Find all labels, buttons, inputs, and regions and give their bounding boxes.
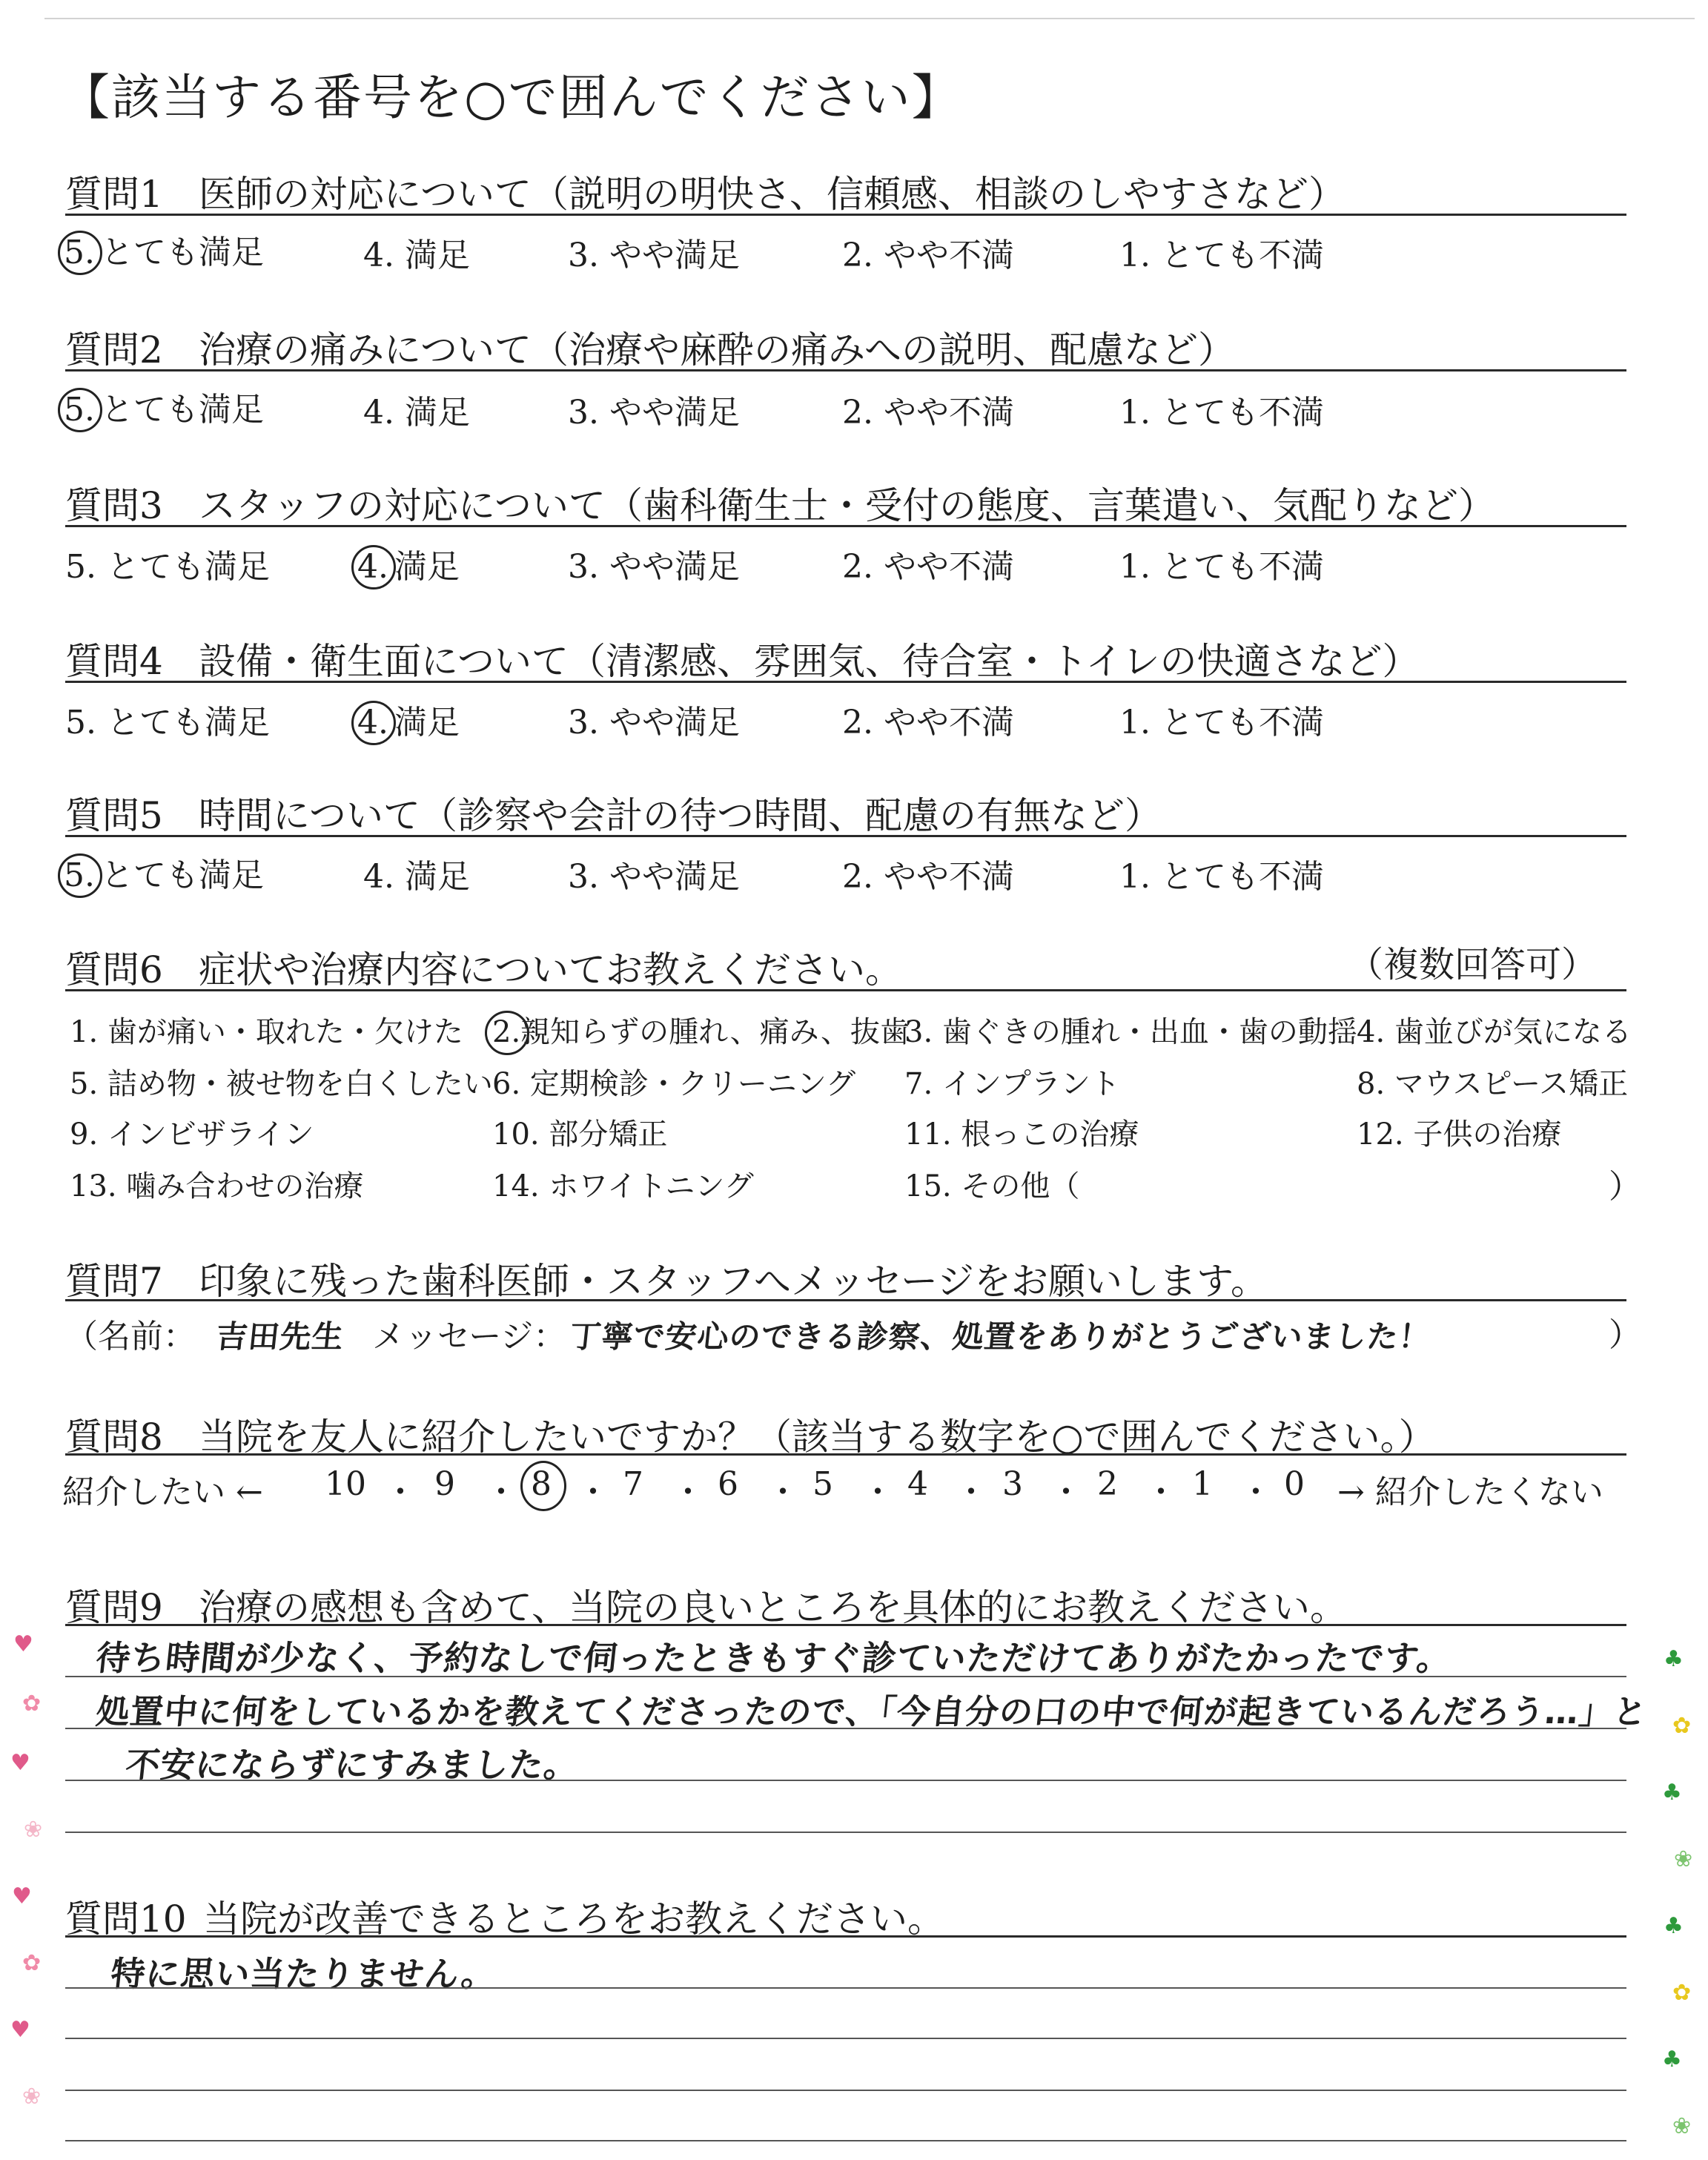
option-4-selected[interactable]: 4. 満足 xyxy=(357,548,460,586)
q9-answer-line-3[interactable]: 不安にならずにすみました。 xyxy=(123,1745,581,1785)
writing-line xyxy=(65,2090,1626,2091)
option-2[interactable]: 2. やや不満 xyxy=(842,237,1014,274)
option-3[interactable]: 3. やや満足 xyxy=(568,704,740,742)
scale-sep: ・ xyxy=(672,1473,704,1511)
option-4-selected[interactable]: 4. 満足 xyxy=(357,704,460,742)
left-sticker-decoration: ♥ ✿ ♥ ❀ ♥ ✿ ♥ ❀ xyxy=(10,1631,43,2110)
writing-line xyxy=(65,1728,1626,1729)
scale-sep: ・ xyxy=(861,1473,894,1511)
option-3[interactable]: 3. やや満足 xyxy=(568,394,740,432)
question-text: 設備・衛生面について（清潔感、雰囲気、待合室・トイレの快適さなど） xyxy=(199,640,1420,683)
question-number: 質問2 xyxy=(65,328,163,371)
scale-7[interactable]: 7 xyxy=(623,1465,643,1503)
scale-1[interactable]: 1 xyxy=(1192,1465,1213,1503)
question-number: 質問1 xyxy=(65,173,163,216)
option-2[interactable]: 2. やや不満 xyxy=(842,394,1014,432)
option-5-selected[interactable]: 5. とても満足 xyxy=(64,856,264,894)
scale-right-label: → 紹介したくない xyxy=(1337,1473,1603,1511)
question-3-title xyxy=(65,476,1495,529)
question-text: 当院を友人に紹介したいですか？（該当する数字を○で囲んでください。） xyxy=(199,1416,1436,1459)
scale-sep: ・ xyxy=(955,1473,987,1511)
option-2[interactable]: 2. やや不満 xyxy=(842,858,1014,896)
question-text: 時間について（診察や会計の待つ時間、配慮の有無など） xyxy=(199,794,1162,837)
message-label: メッセージ： xyxy=(372,1318,566,1355)
symptom-option-6[interactable]: 6. 定期検診・クリーニング xyxy=(492,1067,856,1101)
symptom-option-13[interactable]: 13. 噛み合わせの治療 xyxy=(70,1169,364,1203)
question-2-title xyxy=(65,320,1235,374)
question-text: スタッフの対応について（歯科衛生士・受付の態度、言葉遣い、気配りなど） xyxy=(199,484,1495,527)
question-number: 質問8 xyxy=(65,1416,163,1459)
scale-5[interactable]: 5 xyxy=(812,1465,833,1503)
option-4[interactable]: 4. 満足 xyxy=(363,394,470,432)
option-2[interactable]: 2. やや不満 xyxy=(842,548,1014,586)
question-text: 治療の感想も含めて、当院の良いところを具体的にお教えください。 xyxy=(199,1586,1347,1629)
name-label: （名前： xyxy=(65,1318,196,1355)
symptom-option-3[interactable]: 3. 歯ぐきの腫れ・出血・歯の動揺 xyxy=(904,1015,1357,1049)
question-number: 質問5 xyxy=(65,794,163,837)
question-underline xyxy=(65,214,1626,216)
option-5-selected[interactable]: 5. とても満足 xyxy=(64,391,264,429)
other-closing-paren: ） xyxy=(1609,1168,1641,1206)
symptom-option-10[interactable]: 10. 部分矯正 xyxy=(492,1117,668,1152)
scale-4[interactable]: 4 xyxy=(907,1465,928,1503)
question-underline xyxy=(65,681,1626,683)
scale-left-label: 紹介したい ← xyxy=(62,1473,263,1511)
question-number: 質問10 xyxy=(65,1898,187,1941)
question-underline xyxy=(65,369,1626,371)
option-1[interactable]: 1. とても不満 xyxy=(1119,394,1324,432)
option-5[interactable]: 5. とても満足 xyxy=(65,548,270,586)
name-value[interactable]: 吉田先生 xyxy=(214,1318,346,1355)
symptom-option-11[interactable]: 11. 根っこの治療 xyxy=(904,1117,1139,1152)
q9-answer-line-1[interactable]: 待ち時間が少なく、予約なしで伺ったときもすぐ診ていただけてありがたかったです。 xyxy=(93,1638,1454,1678)
option-3[interactable]: 3. やや満足 xyxy=(568,548,740,586)
q10-answer-line-1[interactable]: 特に思い当たりません。 xyxy=(108,1954,499,1994)
question-5-title xyxy=(65,786,1162,839)
option-3[interactable]: 3. やや満足 xyxy=(568,858,740,896)
scale-10[interactable]: 10 xyxy=(325,1465,366,1503)
writing-line xyxy=(65,2038,1626,2039)
writing-line xyxy=(65,1780,1626,1781)
question-number: 質問4 xyxy=(65,640,163,683)
scale-6[interactable]: 6 xyxy=(718,1465,738,1503)
writing-line xyxy=(65,1676,1626,1677)
option-4[interactable]: 4. 満足 xyxy=(363,237,470,274)
question-1-title xyxy=(65,165,1345,218)
scale-sep: ・ xyxy=(1239,1473,1272,1511)
question-underline xyxy=(65,525,1626,527)
option-5-selected[interactable]: 5. とても満足 xyxy=(64,234,264,271)
question-text: 症状や治療内容についてお教えください。 xyxy=(199,948,902,991)
symptom-option-12[interactable]: 12. 子供の治療 xyxy=(1357,1117,1562,1152)
question-text: 当院が改善できるところをお教えください。 xyxy=(203,1898,944,1941)
option-1[interactable]: 1. とても不満 xyxy=(1119,237,1324,274)
message-row xyxy=(65,1309,1431,1357)
question-number: 質問7 xyxy=(65,1260,163,1303)
scale-8-selected[interactable]: 8 xyxy=(531,1465,552,1503)
symptom-option-15[interactable]: 15. その他（ xyxy=(904,1169,1080,1203)
question-number: 質問3 xyxy=(65,484,163,527)
top-border xyxy=(44,18,1695,19)
scale-sep: ・ xyxy=(384,1473,417,1511)
option-4[interactable]: 4. 満足 xyxy=(363,858,470,896)
scale-sep: ・ xyxy=(577,1473,609,1511)
option-1[interactable]: 1. とても不満 xyxy=(1119,858,1324,896)
symptom-option-7[interactable]: 7. インプラント xyxy=(904,1067,1120,1101)
symptom-option-2-selected[interactable]: 2.親知らずの腫れ、痛み、抜歯 xyxy=(492,1015,910,1049)
symptom-option-4[interactable]: 4. 歯並びが気になる xyxy=(1357,1015,1632,1049)
question-number: 質問9 xyxy=(65,1586,163,1629)
question-underline xyxy=(65,989,1626,991)
q9-answer-line-2[interactable]: 処置中に何をしているかを教えてくださったので、「今自分の口の中で何が起きているんだろう…」と xyxy=(93,1692,1649,1731)
scale-sep: ・ xyxy=(767,1473,799,1511)
multiple-answers-note: （複数回答可） xyxy=(1347,944,1597,985)
option-1[interactable]: 1. とても不満 xyxy=(1119,548,1324,586)
right-sticker-decoration: ♣ ✿ ♣ ❀ ♣ ✿ ♣ ❀ xyxy=(1662,1646,1693,2139)
question-6-title xyxy=(65,940,902,994)
question-underline xyxy=(65,1299,1626,1301)
symptom-option-14[interactable]: 14. ホワイトニング xyxy=(492,1169,754,1203)
question-7-title xyxy=(65,1252,1268,1305)
question-underline xyxy=(65,835,1626,837)
symptom-option-8[interactable]: 8. マウスピース矯正 xyxy=(1357,1067,1629,1101)
writing-line xyxy=(65,2140,1626,2141)
option-1[interactable]: 1. とても不満 xyxy=(1119,704,1324,742)
question-text: 医師の対応について（説明の明快さ、信頼感、相談のしやすさなど） xyxy=(199,173,1345,216)
question-underline xyxy=(65,1453,1626,1456)
question-4-title xyxy=(65,632,1420,685)
writing-line xyxy=(65,1987,1626,1989)
scale-0[interactable]: 0 xyxy=(1284,1465,1305,1503)
question-number: 質問6 xyxy=(65,948,163,991)
option-2[interactable]: 2. やや不満 xyxy=(842,704,1014,742)
option-5[interactable]: 5. とても満足 xyxy=(65,704,270,742)
symptom-option-1[interactable]: 1. 歯が痛い・取れた・欠けた xyxy=(70,1015,463,1049)
question-underline xyxy=(65,1624,1626,1626)
scale-sep: ・ xyxy=(1050,1473,1082,1511)
question-underline xyxy=(65,1935,1626,1938)
scale-9[interactable]: 9 xyxy=(434,1465,455,1503)
scale-2[interactable]: 2 xyxy=(1097,1465,1118,1503)
symptom-option-5[interactable]: 5. 詰め物・被せ物を白くしたい xyxy=(70,1067,493,1101)
message-value[interactable]: 丁寧で安心のできる診察、処置をありがとうございました！ xyxy=(568,1318,1433,1355)
question-text: 治療の痛みについて（治療や麻酔の痛みへの説明、配慮など） xyxy=(199,328,1235,371)
scale-sep: ・ xyxy=(1145,1473,1177,1511)
scale-sep: ・ xyxy=(485,1473,517,1511)
writing-line xyxy=(65,1832,1626,1833)
scale-3[interactable]: 3 xyxy=(1002,1465,1023,1503)
instruction-heading: 【該当する番号を○で囲んでください】 xyxy=(61,69,962,126)
option-3[interactable]: 3. やや満足 xyxy=(568,237,740,274)
message-closing-paren: ） xyxy=(1609,1316,1641,1354)
question-text: 印象に残った歯科医師・スタッフへメッセージをお願いします。 xyxy=(199,1260,1268,1303)
symptom-option-9[interactable]: 9. インビザライン xyxy=(70,1117,314,1152)
